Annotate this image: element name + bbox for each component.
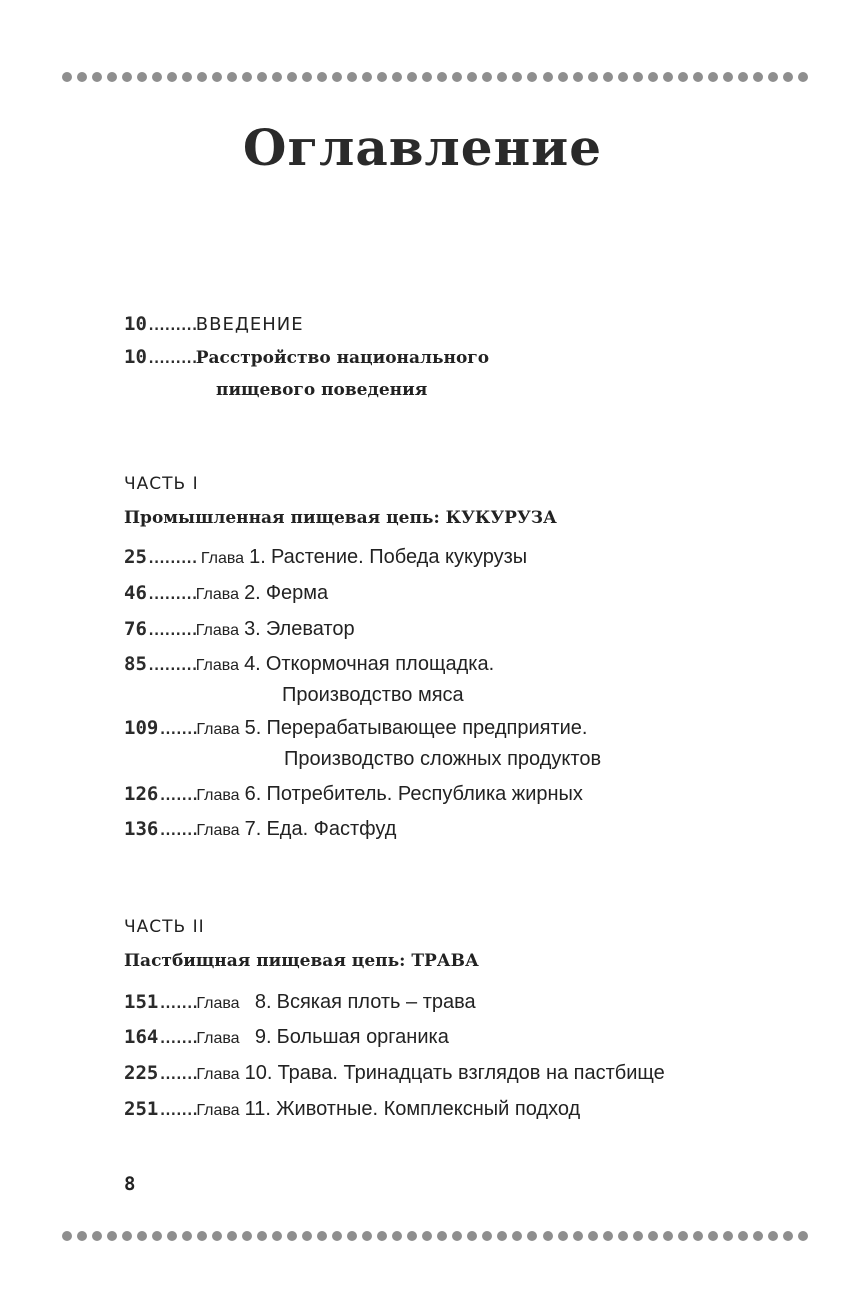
border-dot [92,1231,102,1241]
border-dot [618,1231,628,1241]
toc-leader: ......... [146,658,196,674]
border-dot [588,72,598,82]
chapter-number: 4. [244,653,261,675]
toc-page-number: 136 [124,818,159,840]
chapter-title: Еда. Фастфуд [266,818,397,840]
chapter-title: Откормочная площадка. [265,653,495,675]
border-dot [708,1231,718,1241]
border-dot [227,1231,237,1241]
border-dot [332,72,342,82]
toc-leader: ......... [146,318,196,334]
toc-page-number: 46 [124,582,147,604]
toc-leader: ......... [146,623,196,639]
border-dot [543,1231,553,1241]
border-dot [678,72,688,82]
toc-chapter [124,619,355,639]
border-dot [618,72,628,82]
border-dot [197,72,207,82]
border-dot [678,1231,688,1241]
border-dot [302,72,312,82]
part-label: ЧАСТЬ II [124,917,205,937]
toc-page-number: 109 [124,717,159,739]
border-dot [467,72,477,82]
border-dot [62,1231,72,1241]
border-dot [257,72,267,82]
toc-leader: ....... [158,722,197,738]
chapter-word: Глава [196,787,240,804]
toc-chapter [124,992,476,1012]
chapter-title-continuation: Производство мяса [282,684,464,706]
toc-entry-intro-subtitle [124,348,489,367]
toc-leader: ......... [146,587,196,603]
chapter-title: Трава. Тринадцать взглядов на пастбище [277,1062,665,1084]
border-dot [182,1231,192,1241]
toc-entry-title: ВВЕДЕНИЕ [195,314,304,335]
border-dot [482,72,492,82]
border-dot [633,1231,643,1241]
toc-chapter [124,1027,449,1047]
border-dot [272,72,282,82]
border-dot [392,72,402,82]
border-dot [317,1231,327,1241]
border-dot [693,72,703,82]
border-dot [558,72,568,82]
border-dot [182,72,192,82]
border-dot [527,72,537,82]
chapter-number: 11. [244,1098,271,1120]
border-dot [708,72,718,82]
chapter-number: 9. [254,1026,272,1048]
border-dot [512,72,522,82]
border-dot [212,72,222,82]
border-dot [558,1231,568,1241]
toc-leader: ....... [158,788,197,804]
chapter-title: Ферма [265,582,329,604]
border-dot [242,1231,252,1241]
toc-leader: ....... [158,823,197,839]
toc-chapter [124,654,494,674]
border-dot [783,1231,793,1241]
toc-entry-title: Расстройство национального [195,348,490,368]
chapter-title: Потребитель. Республика жирных [266,783,583,805]
toc-leader: ......... [146,351,196,367]
border-dot [663,72,673,82]
border-dot [482,1231,492,1241]
border-dot [723,1231,733,1241]
chapter-title: Элеватор [265,618,355,640]
chapter-number: 8. [254,991,272,1013]
border-dot [302,1231,312,1241]
border-dot [648,72,658,82]
chapter-title: Всякая плоть – трава [276,991,476,1013]
toc-leader: ....... [158,1031,197,1047]
toc-chapter [124,784,583,804]
border-dot [362,1231,372,1241]
border-dot [347,1231,357,1241]
toc-chapter [124,1063,665,1083]
border-dot [107,72,117,82]
border-dot [107,1231,117,1241]
top-dotted-border [62,70,808,84]
chapter-number: 5. [244,717,262,739]
border-dot [287,72,297,82]
border-dot [437,72,447,82]
toc-chapter [124,547,527,567]
toc-chapter [124,583,328,603]
toc-leader: ......... [146,551,196,567]
border-dot [573,1231,583,1241]
toc-leader: ....... [158,996,197,1012]
border-dot [437,1231,447,1241]
chapter-title: Большая органика [276,1026,449,1048]
chapter-word: Глава [196,822,240,839]
border-dot [212,1231,222,1241]
toc-chapter [124,1099,580,1119]
border-dot [332,1231,342,1241]
border-dot [467,1231,477,1241]
part-subtitle: Промышленная пищевая цепь: КУКУРУЗА [124,508,557,528]
chapter-number: 10. [244,1062,273,1084]
toc-page-number: 151 [124,991,159,1013]
toc-page-number: 85 [124,653,147,675]
border-dot [167,72,177,82]
border-dot [407,72,417,82]
toc-page-number: 251 [124,1098,159,1120]
toc-leader: ....... [158,1103,197,1119]
chapter-title-continuation: Производство сложных продуктов [284,748,602,770]
border-dot [663,1231,673,1241]
border-dot [62,72,72,82]
chapter-number: 1. [249,546,266,568]
border-dot [693,1231,703,1241]
border-dot [723,72,733,82]
toc-entry-intro [124,315,304,334]
border-dot [137,72,147,82]
border-dot [603,1231,613,1241]
border-dot [377,1231,387,1241]
border-dot [362,72,372,82]
border-dot [422,1231,432,1241]
border-dot [242,72,252,82]
page-number: 8 [124,1173,136,1195]
border-dot [152,72,162,82]
chapter-word: Глава [195,622,239,639]
toc-page-number: 76 [124,618,147,640]
chapter-number: 6. [244,783,262,805]
chapter-title: Перерабатывающее предприятие. [266,717,588,739]
border-dot [783,72,793,82]
border-dot [152,1231,162,1241]
chapter-word: Глава [196,1066,240,1083]
toc-page-number: 126 [124,783,159,805]
border-dot [798,1231,808,1241]
border-dot [137,1231,147,1241]
border-dot [543,72,553,82]
border-dot [92,72,102,82]
chapter-word: Глава [196,1102,240,1119]
border-dot [287,1231,297,1241]
border-dot [392,1231,402,1241]
border-dot [512,1231,522,1241]
toc-page-number: 225 [124,1062,159,1084]
toc-entry-continuation: пищевого поведения [216,380,428,400]
border-dot [527,1231,537,1241]
border-dot [738,72,748,82]
border-dot [272,1231,282,1241]
border-dot [257,1231,267,1241]
bottom-dotted-border [62,1229,808,1243]
chapter-word: Глава [196,1030,240,1047]
border-dot [377,72,387,82]
chapter-number: 2. [244,582,261,604]
border-dot [167,1231,177,1241]
border-dot [633,72,643,82]
part-subtitle: Пастбищная пищевая цепь: ТРАВА [124,951,479,971]
chapter-number: 7. [244,818,262,840]
toc-page-number: 10 [124,346,147,368]
part-label: ЧАСТЬ I [124,474,199,494]
chapter-word: Глава [200,550,245,567]
toc-chapter [124,819,396,839]
border-dot [227,72,237,82]
border-dot [603,72,613,82]
border-dot [648,1231,658,1241]
chapter-word: Глава [196,721,240,738]
border-dot [497,1231,507,1241]
chapter-word: Глава [196,995,240,1012]
border-dot [768,72,778,82]
border-dot [347,72,357,82]
border-dot [452,72,462,82]
border-dot [77,72,87,82]
chapter-word: Глава [195,586,239,603]
chapter-word: Глава [195,657,239,674]
border-dot [317,72,327,82]
border-dot [497,72,507,82]
chapter-title: Животные. Комплексный подход [276,1098,581,1120]
chapter-number: 3. [244,618,261,640]
toc-leader: ....... [158,1067,197,1083]
border-dot [588,1231,598,1241]
border-dot [798,72,808,82]
border-dot [77,1231,87,1241]
toc-page-number: 10 [124,313,147,335]
toc-page-number: 25 [124,546,147,568]
border-dot [753,1231,763,1241]
border-dot [738,1231,748,1241]
toc-chapter [124,718,587,738]
border-dot [753,72,763,82]
border-dot [573,72,583,82]
border-dot [452,1231,462,1241]
border-dot [422,72,432,82]
chapter-title: Растение. Победа кукурузы [270,546,528,568]
border-dot [197,1231,207,1241]
border-dot [122,72,132,82]
toc-page-number: 164 [124,1026,159,1048]
border-dot [407,1231,417,1241]
page-title: Оглавление [242,118,603,177]
border-dot [768,1231,778,1241]
border-dot [122,1231,132,1241]
